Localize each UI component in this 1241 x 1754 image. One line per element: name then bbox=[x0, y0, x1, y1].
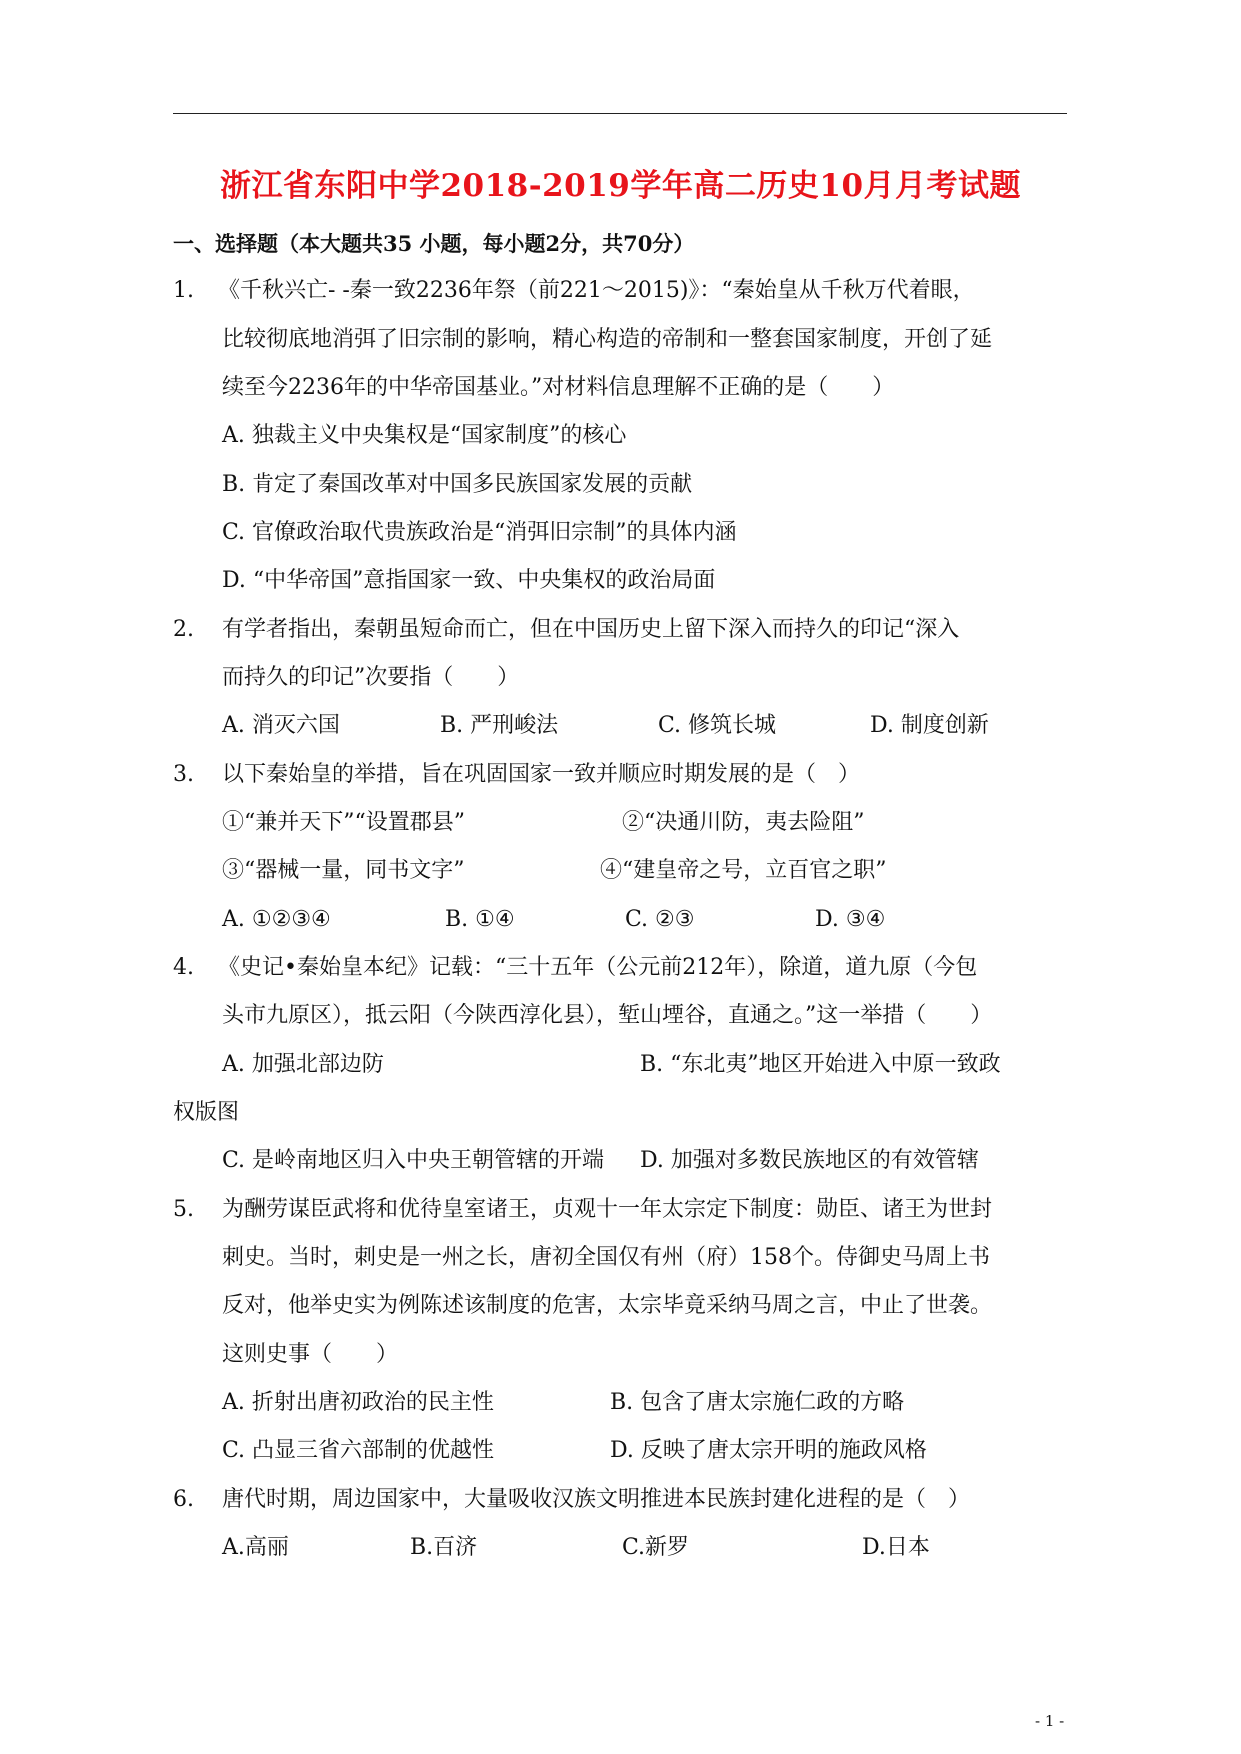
option-b: B. “东北夷”地区开始进入中原一致政 bbox=[640, 1052, 1001, 1077]
section-heading: 一、选择题（本大题共35 小题，每小题2分，共70分） bbox=[173, 231, 695, 256]
option-b: B. 包含了唐太宗施仁政的方略 bbox=[610, 1390, 905, 1415]
option-c: C. 修筑长城 bbox=[658, 713, 777, 738]
header-rule bbox=[173, 113, 1067, 114]
option-c: C. 官僚政治取代贵族政治是“消弭旧宗制”的具体内涵 bbox=[222, 520, 737, 545]
option-a: A. ①②③④ bbox=[222, 907, 331, 932]
option-a: A.高丽 bbox=[222, 1535, 289, 1560]
question-text-line: 头市九原区），抵云阳（今陕西淳化县），堑山堙谷，直通之。”这一举措（ ） bbox=[222, 1003, 993, 1028]
option-a: A. 加强北部边防 bbox=[222, 1052, 384, 1077]
question-number: 3. bbox=[173, 762, 194, 787]
option-b: B. ①④ bbox=[445, 907, 515, 932]
option-d: D. 加强对多数民族地区的有效管辖 bbox=[640, 1148, 979, 1173]
question-number: 6. bbox=[173, 1487, 194, 1512]
option-b: B. 肯定了秦国改革对中国多民族国家发展的贡献 bbox=[222, 472, 693, 497]
page-title: 浙江省东阳中学2018-2019学年高二历史10月月考试题 bbox=[219, 168, 1022, 204]
question-number: 5. bbox=[173, 1197, 194, 1222]
question-text-line: 《千秋兴亡- -秦一致2236年祭（前221～2015)》：“秦始皇从千秋万代着眼， bbox=[218, 278, 975, 303]
option-a: A. 消灭六国 bbox=[222, 713, 340, 738]
option-d: D. 反映了唐太宗开明的施政风格 bbox=[610, 1438, 927, 1463]
question-text-line: 以下秦始皇的举措，旨在巩固国家一致并顺应时期发展的是（ ） bbox=[222, 762, 861, 787]
question-text-line: 刺史。当时，刺史是一州之长，唐初全国仅有州（府）158个。侍御史马周上书 bbox=[222, 1245, 990, 1270]
option-d: D. ③④ bbox=[815, 907, 886, 932]
option-c: C. ②③ bbox=[625, 907, 695, 932]
option-c: C. 是岭南地区归入中央王朝管辖的开端 bbox=[222, 1148, 605, 1173]
question-number: 4. bbox=[173, 955, 194, 980]
question-text-line: 续至今2236年的中华帝国基业。”对材料信息理解不正确的是（ ） bbox=[222, 375, 895, 400]
page-number: - 1 - bbox=[1035, 1712, 1065, 1730]
option-d: D. 制度创新 bbox=[870, 713, 989, 738]
question-text-line: 为酬劳谋臣武将和优待皇室诸王，贞观十一年太宗定下制度：勋臣、诸王为世封 bbox=[222, 1197, 993, 1222]
option-c: C.新罗 bbox=[622, 1535, 690, 1560]
question-text-line: 有学者指出，秦朝虽短命而亡，但在中国历史上留下深入而持久的印记“深入 bbox=[222, 617, 960, 642]
option-a: A. 独裁主义中央集权是“国家制度”的核心 bbox=[222, 423, 627, 448]
question-text-line: 反对，他举史实为例陈述该制度的危害，太宗毕竟采纳马周之言，中止了世袭。 bbox=[222, 1293, 993, 1318]
question-text-line: 这则史事（ ） bbox=[222, 1342, 399, 1367]
question-text-line: 唐代时期，周边国家中，大量吸收汉族文明推进本民族封建化进程的是（ ） bbox=[222, 1487, 971, 1512]
question-number: 2. bbox=[173, 617, 194, 642]
option-d: D. “中华帝国”意指国家一致、中央集权的政治局面 bbox=[222, 568, 716, 593]
statement-item: ③“器械一量，同书文字” bbox=[222, 858, 465, 883]
question-text-line: 比较彻底地消弭了旧宗制的影响，精心构造的帝制和一整套国家制度，开创了延 bbox=[222, 327, 993, 352]
option-b-continuation: 权版图 bbox=[173, 1100, 240, 1125]
question-text-line: 《史记•秦始皇本纪》记载：“三十五年（公元前212年），除道，道九原（今包 bbox=[218, 955, 978, 980]
statement-item: ①“兼并天下”“设置郡县” bbox=[222, 810, 465, 835]
option-b: B.百济 bbox=[410, 1535, 478, 1560]
statement-item: ④“建皇帝之号，立百官之职” bbox=[600, 858, 887, 883]
option-b: B. 严刑峻法 bbox=[440, 713, 559, 738]
option-d: D.日本 bbox=[862, 1535, 930, 1560]
option-c: C. 凸显三省六部制的优越性 bbox=[222, 1438, 495, 1463]
statement-item: ②“决通川防，夷去险阻” bbox=[622, 810, 865, 835]
question-text-line: 而持久的印记”次要指（ ） bbox=[222, 665, 520, 690]
question-number: 1. bbox=[173, 278, 194, 303]
option-a: A. 折射出唐初政治的民主性 bbox=[222, 1390, 494, 1415]
